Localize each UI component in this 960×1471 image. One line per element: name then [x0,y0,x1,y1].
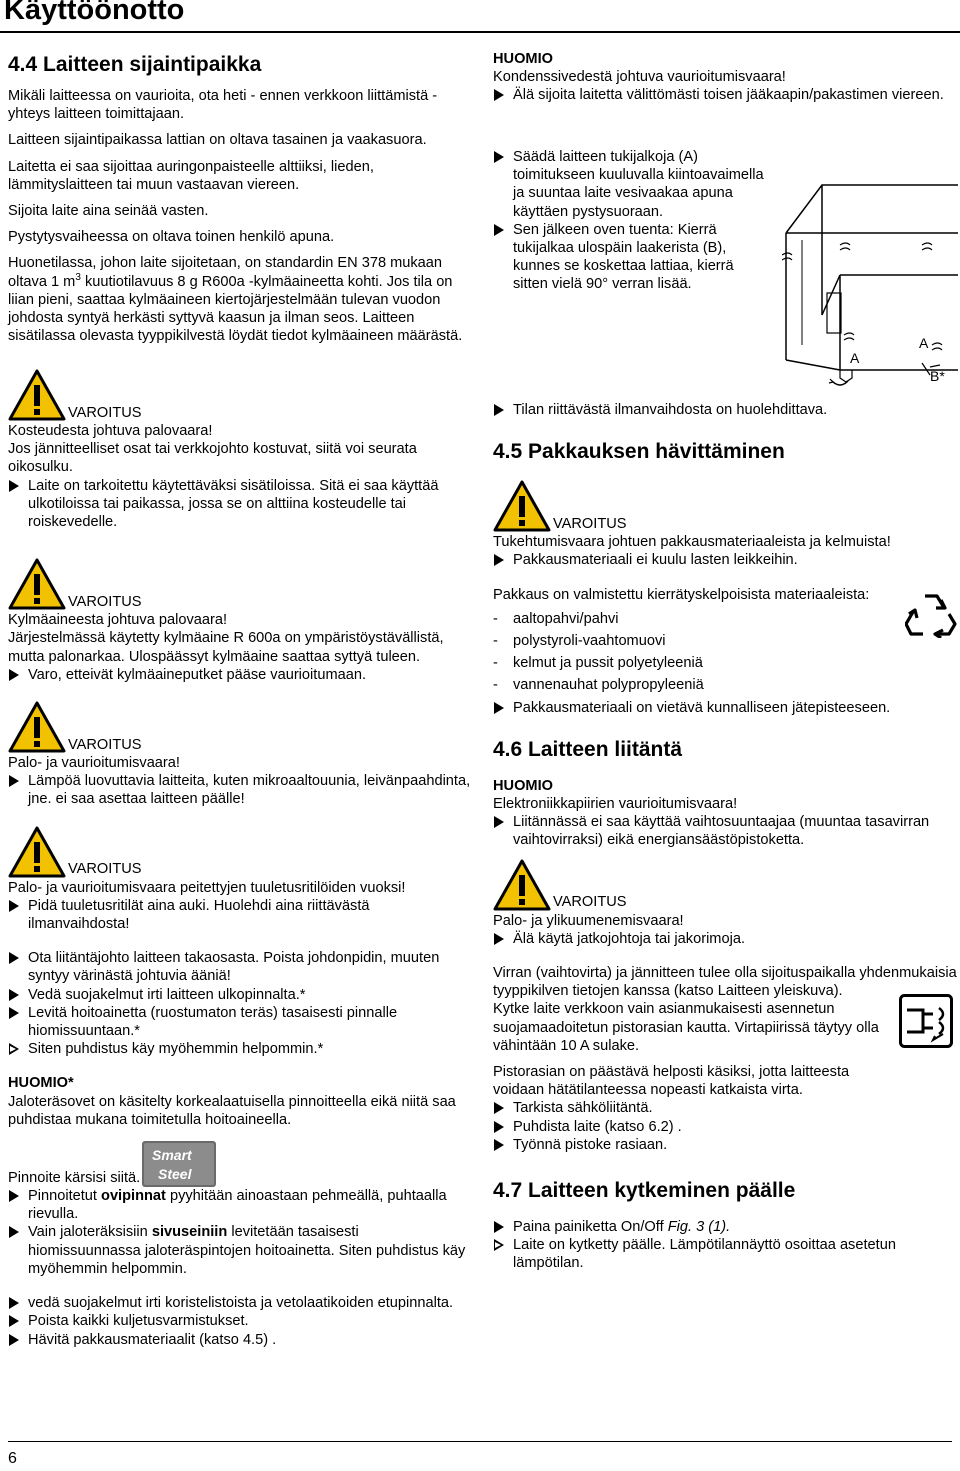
note-text: Jaloteräsovet on käsitelty korkealaatuisella pinnoitteella eikä niitä saa puhdistaa mukana toimitetulla hoitoaineella. [8,1093,456,1128]
warning-triangle-icon [493,479,551,533]
label-b: B* [930,368,945,384]
bullet-item: Älä sijoita laitetta välittömästi toisen jääkaapin/pakastimen viereen. [493,86,957,104]
plug-icon [899,994,953,1048]
bold-text: ovipinnat [101,1188,166,1205]
bullet-item: Laite on tarkoitettu käytettäväksi sisätiloissa. Sitä ei saa käyttää ulkotiloissa tai paikassa, jossa se on alttiina kosteudelle tai roiskevedelle. [8,477,472,532]
paragraph: Virran (vaihtovirta) ja jännitteen tulee olla sijoituspaikalla yhdenmukaisia tyyppikilven tietojen kanssa (katso Laitteen yleiskuva). [493,965,957,1000]
text: levitetään tasaisesti hiomissuunnassa jaloteräspintojen hoitoainetta. Siten puhdistus käy myöhemmin helpommin. [28,1224,466,1277]
right-column-lower [493,401,957,1273]
warning-label: VAROITUS [68,861,142,878]
warning-block-header [8,700,472,754]
paragraph [8,1141,472,1187]
label-a-right: A [919,335,929,351]
warning-triangle-icon [8,700,66,754]
note-title: HUOMIO [493,51,553,67]
smart-steel-logo [142,1141,216,1187]
warning-block-header [493,858,957,912]
warning-label: VAROITUS [68,404,142,421]
warning-line: Kylmäaineesta johtuva palovaara! [8,612,228,629]
bullet-item: Pakkausmateriaali on vietävä kunnalliseen jätepisteeseen. [493,699,957,717]
warning-line: Kosteudesta johtuva palovaara! [8,423,213,439]
note-line: Elektroniikkapiirien vaurioitumisvaara! [493,796,738,813]
bullet-item: Ota liitäntäjohto laitteen takaosasta. Poista johdonpidin, muuten syntyy värinästä johtuvia ääniä! [8,949,472,985]
section-4-6-title: 4.6 Laitteen liitäntä [493,737,683,761]
bullet-item: Työnnä pistoke rasiaan. [493,1136,957,1154]
feet-instructions [493,148,771,294]
note-title: HUOMIO [493,777,553,794]
list-item: - aaltopahvi/pahvi [493,610,957,628]
bullet-item: Poista kaikki kuljetusvarmistukset. [8,1312,472,1330]
warning-triangle-icon [493,858,551,912]
figure-reference: Fig. 3 (1). [667,1219,731,1236]
packaging-block [493,586,957,604]
page-number: 6 [8,1450,17,1467]
warning-block-header [493,479,957,533]
text: Paina painiketta On/Off [513,1219,668,1236]
warning-block-header [8,368,472,422]
section-4-4-title: 4.4 Laitteen sijaintipaikka [8,53,262,76]
bullet-item: Hävitä pakkausmateriaalit (katso 4.5) . [8,1331,472,1349]
page-header-title: Käyttöönotto [4,0,185,26]
paragraph: Pistorasian on päästävä helposti käsiksi, jotta laitteesta voidaan hätätilanteessa nopeasti katkaista virta. [493,1064,850,1099]
bullet-item: Tilan riittävästä ilmanvaihdosta on huolehdittava. [493,401,957,419]
bullet-item: Älä käytä jatkojohtoja tai jakorimoja. [493,930,957,948]
note-line: Kondenssivedestä johtuva vaurioitumisvaara! [493,69,786,86]
list-item: - vannenauhat polypropyleeniä [493,676,957,694]
label-a-left: A [850,350,860,366]
left-column-warnings [8,368,472,1349]
text: Pinnoitetut [28,1188,102,1205]
bold-text: sivuseiniin [151,1224,228,1241]
warning-triangle-icon [8,368,66,422]
fridge-feet-figure [782,145,958,390]
warning-line: Palo- ja ylikuumenemisvaara! [493,912,684,929]
bullet-item: Liitännässä ei saa käyttää vaihtosuuntaajaa (muuntaa tasavirran vaihtovirraksi) eikä energiansäästöpistoketta. [493,813,957,849]
warning-label: VAROITUS [68,736,142,753]
bullet-item: Levitä hoitoainetta (ruostumaton teräs) tasaisesti pinnalle hiomissuuntaan.* [8,1004,472,1040]
warning-line: Palo- ja vaurioitumisvaara peitettyjen tuuletusritilöiden vuoksi! [8,879,406,896]
footer-rule [8,1441,952,1442]
text: Pinnoite kärsisi siitä. [8,1169,141,1186]
result-item: Siten puhdistus käy myöhemmin helpommin.* [8,1040,472,1058]
paragraph: Pakkaus on valmistettu kierrätyskelpoisista materiaaleista: [493,586,870,603]
bullet-item: Tarkista sähköliitäntä. [493,1099,957,1117]
logo-text-smart: Smart [152,1147,192,1164]
bullet-item: Sen jälkeen oven tuenta: Kierrä tukijalkaa ulospäin laakerista (B), kunnes se koskettaa lattiaa, kierrä sitten vielä 90° verran lisää. [493,221,771,294]
section-4-7-title: 4.7 Laitteen kytkeminen päälle [493,1179,796,1203]
bullet-item [8,1223,472,1278]
bullet-item [493,1218,957,1236]
text: kuutiotilavuus 8 g R600a -kylmäaineetta kohti. Jos tila on liian pieni, saattaa kylmäaineen kiertojärjestelmään tulevan vuodon johdosta syntyä herkästi syttyvä kaasun ja ilman seos. Laitteen sisätilassa olevasta tyyppikilvestä löydät tiedot kylmäaineen määrästä. [8,273,463,345]
warning-label: VAROITUS [553,894,627,911]
bullet-item: vedä suojakelmut irti koristelistoista ja vetolaatikoiden etupinnalta. [8,1294,472,1312]
bullet-item: Puhdista laite (katso 6.2) . [493,1118,957,1136]
paragraph: Pystytysvaiheessa on oltava toinen henkilö apuna. [8,229,335,246]
warning-line: Palo- ja vaurioitumisvaara! [8,755,180,772]
result-item: Laite on kytketty päälle. Lämpötilannäyttö osoittaa asetetun lämpötilan. [493,1236,957,1272]
warning-triangle-icon [8,825,66,879]
warning-line: Tukehtumisvaara johtuen pakkausmateriaaleista ja kelmuista! [493,534,891,551]
superscript: 3 [75,271,81,283]
section-4-5-title: 4.5 Pakkauksen hävittäminen [493,440,785,464]
logo-text-steel: Steel [158,1166,192,1183]
warning-line: Järjestelmässä käytetty kylmäaine R 600a on ympäristöystävällistä, mutta palonarkaa. Ulospäässyt kylmäaine saattaa syttyä tuleen. [8,630,444,665]
warning-block-header [8,557,472,611]
bullet-item: Pakkausmateriaali ei kuulu lasten leikkeihin. [493,551,957,569]
text: pyyhitään ainoastaan pehmeällä, puhtaalla rievulla. [28,1188,447,1223]
bullet-item [8,1187,472,1223]
warning-label: VAROITUS [68,594,142,611]
connection-block [493,1000,957,1099]
text: Vain jaloteräksisiin [28,1224,152,1241]
paragraph: Sijoita laite aina seinää vasten. [8,203,209,220]
warning-label: VAROITUS [553,516,627,532]
warning-block-header [8,825,472,879]
right-column [493,50,957,105]
list-item: - kelmut ja pussit polyetyleeniä [493,654,957,672]
paragraph [8,254,472,345]
warning-triangle-icon [8,557,66,611]
header-rule [0,31,960,33]
bullet-item: Pidä tuuletusritilät aina auki. Huolehdi aina riittävästä ilmanvaihdosta! [8,897,472,933]
list-item: - polystyroli-vaahtomuovi [493,632,957,650]
text: Huonetilassa, johon laite sijoitetaan, on standardin EN 378 mukaan oltava 1 m [8,255,443,290]
left-column [8,52,472,345]
paragraph: Kytke laite verkkoon vain asianmukaisesti asennetun suojamaadoitetun pistorasian kautta. Virtapiirissä täytyy olla vähintään 10 A sulake. [493,1001,879,1054]
paragraph: Laitteen sijaintipaikassa lattian on oltava tasainen ja vaakasuora. [8,132,427,149]
bullet-item: Lämpöä luovuttavia laitteita, kuten mikroaaltouunia, leivänpaahdinta, jne. ei saa asettaa laitteen päälle! [8,772,472,808]
warning-line: Jos jännitteelliset osat tai verkkojohto kostuvat, siitä voi seurata oikosulku. [8,441,417,476]
bullet-item: Vedä suojakelmut irti laitteen ulkopinnalta.* [8,986,472,1004]
note-title: HUOMIO* [8,1075,74,1092]
bullet-item: Varo, etteivät kylmäaineputket pääse vaurioitumaan. [8,666,472,684]
bullet-item: Säädä laitteen tukijalkoja (A) toimitukseen kuuluvalla kiintoavaimella ja suuntaa laite vesivaakaa apuna käyttäen pystysuoraan. [493,148,771,221]
paragraph: Laitetta ei saa sijoittaa auringonpaisteelle alttiiksi, lieden, lämmityslaitteen tai muun vastaavan viereen. [8,158,374,193]
paragraph: Mikäli laitteessa on vaurioita, ota heti - ennen verkkoon liittämistä - yhteys laitteen toimittajaan. [8,88,438,123]
